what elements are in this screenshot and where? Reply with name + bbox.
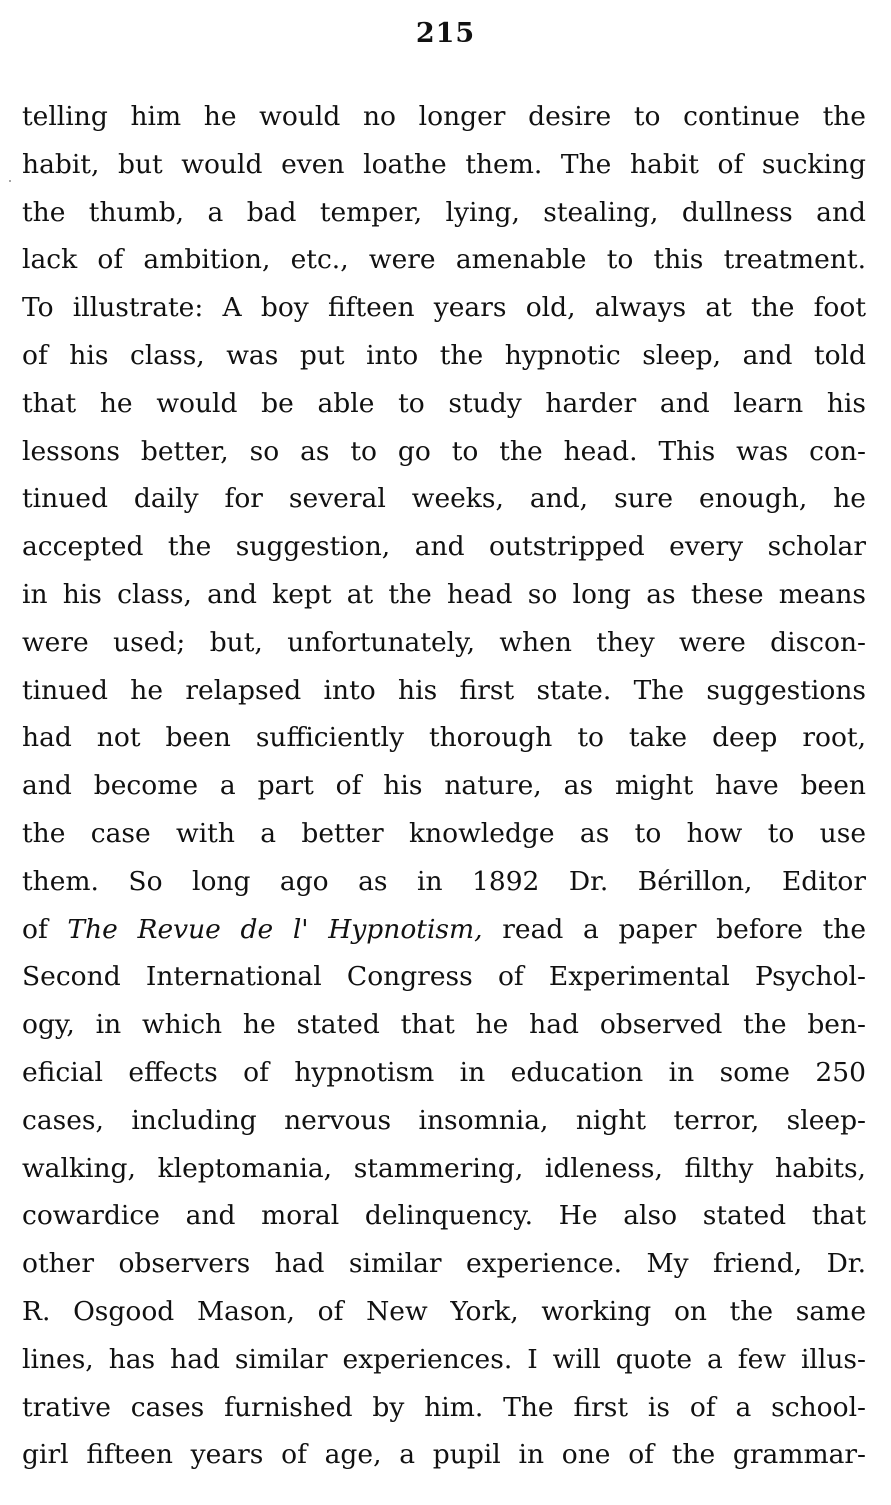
text-line-with-title — [22, 906, 866, 954]
text-line: lack of ambition, etc., were amenable to this treatment. — [22, 244, 866, 276]
text-line: telling him he would no longer desire to continue the — [22, 101, 866, 132]
text-line: other observers had similar experience. My friend, Dr. — [22, 1248, 866, 1280]
text-line: in his class, and kept at the head so long as these means — [22, 578, 866, 610]
text-line: that he would be able to study harder and learn his — [22, 387, 866, 419]
body-text — [22, 93, 866, 1479]
text-segment: of — [22, 913, 68, 945]
text-line: trative cases furnished by him. The first is of a school- — [22, 1391, 866, 1423]
text-line: tinued daily for several weeks, and, sure enough, he — [22, 483, 866, 515]
text-line: were used; but, unfortunately, when they were discon- — [22, 626, 866, 658]
text-line: cowardice and moral delinquency. He also stated that — [22, 1200, 866, 1232]
text-line: To illustrate: A boy fifteen years old, always at the foot — [22, 292, 866, 324]
text-line: had not been sufficiently thorough to take deep root, — [22, 722, 866, 754]
text-line: them. So long ago as in 1892 Dr. Bérillon, Editor — [22, 865, 866, 897]
text-line: lines, has had similar experiences. I will quote a few illus- — [22, 1343, 866, 1375]
journal-title: The Revue de l' Hypnotism, — [67, 913, 483, 945]
text-line: the case with a better knowledge as to how to use — [22, 817, 866, 849]
text-segment: read a paper before the — [482, 913, 866, 945]
text-line: cases, including nervous insomnia, night terror, sleep- — [22, 1104, 866, 1136]
text-line: and become a part of his nature, as might have been — [22, 770, 866, 802]
text-line: accepted the suggestion, and outstripped every scholar — [22, 531, 866, 563]
text-line: tinued he relapsed into his first state. The suggestions — [22, 674, 866, 706]
text-line: of his class, was put into the hypnotic sleep, and told — [22, 339, 866, 371]
text-line: ogy, in which he stated that he had observed the ben- — [22, 1009, 866, 1041]
page-number: 215 — [415, 18, 476, 49]
text-line: Second International Congress of Experimental Psychol- — [22, 961, 866, 993]
text-line: walking, kleptomania, stammering, idleness, filthy habits, — [22, 1152, 866, 1184]
text-line: lessons better, so as to go to the head. This was con- — [22, 435, 866, 467]
text-line: R. Osgood Mason, of New York, working on the same — [22, 1295, 866, 1327]
text-line: the thumb, a bad temper, lying, stealing, dullness and — [22, 196, 866, 228]
margin-speck — [9, 180, 11, 182]
text-line: habit, but would even loathe them. The habit of sucking — [22, 148, 866, 180]
text-line: girl fifteen years of age, a pupil in one of the grammar- — [22, 1439, 866, 1471]
text-line: eficial effects of hypnotism in education in some 250 — [22, 1056, 866, 1088]
